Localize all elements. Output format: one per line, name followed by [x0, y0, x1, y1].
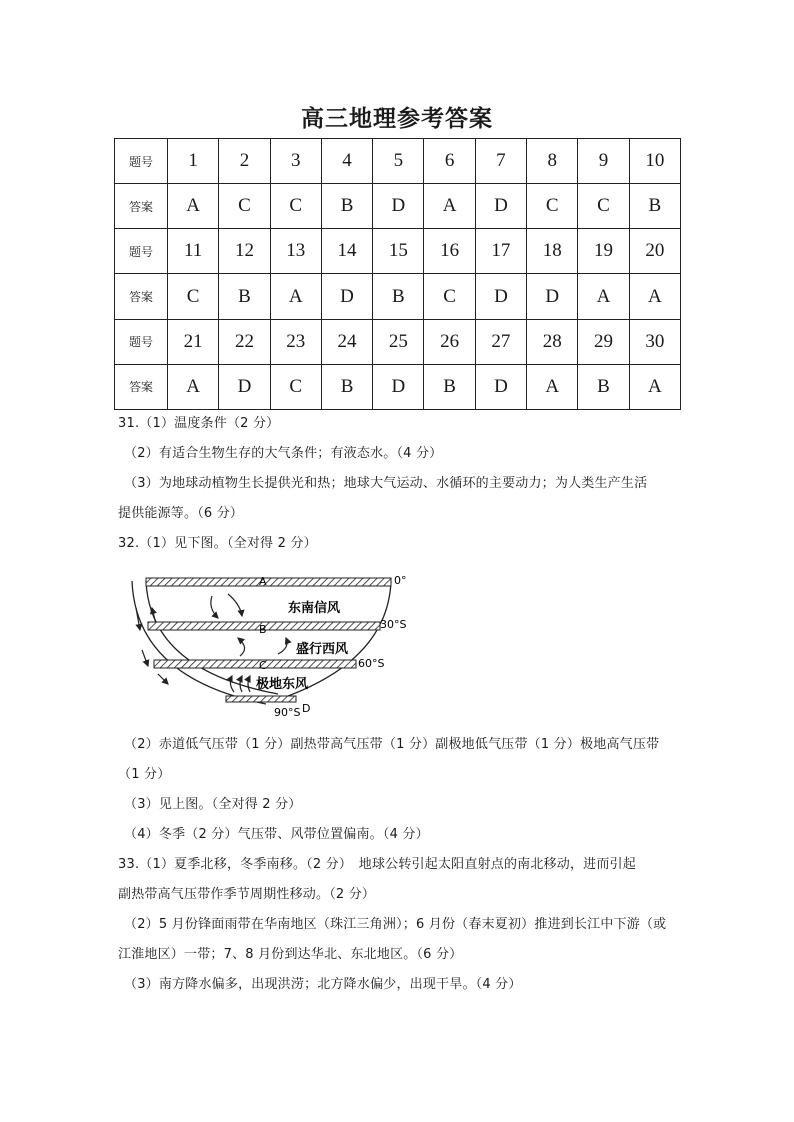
table-cell: D	[475, 274, 526, 319]
table-cell: 25	[373, 319, 424, 364]
table-cell: A	[629, 274, 680, 319]
table-cell: 13	[270, 229, 321, 274]
table-cell: D	[373, 364, 424, 409]
table-cell: D	[321, 274, 372, 319]
page-title: 高三地理参考答案	[301, 106, 493, 132]
table-cell: 12	[219, 229, 270, 274]
table-cell: 10	[629, 139, 680, 184]
table-cell: 4	[321, 139, 372, 184]
table-cell: 17	[475, 229, 526, 274]
table-cell: B	[629, 184, 680, 229]
question-31	[118, 409, 678, 559]
lat-label-30s: 30°S	[380, 618, 407, 631]
row-label: 答案	[115, 184, 168, 229]
table-cell: B	[321, 184, 372, 229]
pressure-belt-a	[146, 578, 391, 586]
q33-line-2: 副热带高气压带作季节周期性移动。（2 分）	[118, 887, 376, 902]
table-cell: A	[168, 364, 219, 409]
table-cell: 1	[168, 139, 219, 184]
q33-line-1: 33.（1）夏季北移，冬季南移。（2 分） 地球公转引起太阳直射点的南北移动，进而引起	[118, 857, 636, 872]
question-32	[118, 730, 678, 1000]
table-cell: 27	[475, 319, 526, 364]
pressure-belt-d	[226, 696, 296, 702]
table-cell: A	[424, 184, 475, 229]
q33-line-3: （2）5 月份锋面雨带在华南地区（珠江三角洲）；6 月份（春末夏初）推进到长江中下游（或	[124, 917, 667, 932]
q32-line-5: （4）冬季（2 分）气压带、风带位置偏南。（4 分）	[124, 827, 429, 842]
row-label: 题号	[115, 319, 168, 364]
wind-arrow	[278, 638, 287, 654]
wind-arrow	[240, 676, 242, 692]
q31-line-2: （2）有适合生物生存的大气条件；有液态水。（4 分）	[124, 446, 443, 461]
table-cell: A	[168, 184, 219, 229]
table-cell: C	[578, 184, 629, 229]
table-cell: 30	[629, 319, 680, 364]
q32-line-2: （2）赤道低气压带（1 分）副热带高气压带（1 分）副极地低气压带（1 分）极地高气压带	[124, 737, 660, 752]
q33-line-4: 江淮地区）一带；7、8 月份到达华北、东北地区。（6 分）	[118, 947, 463, 962]
q31-line-3: （3）为地球动植物生长提供光和热；地球大气运动、水循环的主要动力；为人类生产生活	[124, 476, 648, 491]
wind-arrow	[230, 676, 234, 692]
belt-label-d: D	[302, 702, 311, 715]
table-cell: B	[373, 274, 424, 319]
table-row	[115, 229, 681, 274]
belt-label-a: A	[259, 575, 267, 588]
table-cell: B	[321, 364, 372, 409]
pressure-belt-c	[154, 660, 356, 668]
table-cell: C	[527, 184, 578, 229]
table-cell: 8	[527, 139, 578, 184]
table-cell: A	[270, 274, 321, 319]
table-cell: 14	[321, 229, 372, 274]
table-cell: A	[578, 274, 629, 319]
table-cell: A	[527, 364, 578, 409]
table-cell: 28	[527, 319, 578, 364]
table-cell: D	[475, 184, 526, 229]
row-label: 答案	[115, 274, 168, 319]
table-cell: 15	[373, 229, 424, 274]
table-cell: 29	[578, 319, 629, 364]
table-cell: 2	[219, 139, 270, 184]
table-cell: 19	[578, 229, 629, 274]
table-cell: 24	[321, 319, 372, 364]
row-label: 题号	[115, 139, 168, 184]
table-cell: 16	[424, 229, 475, 274]
belt-label-c: C	[259, 659, 267, 672]
table-cell: 20	[629, 229, 680, 274]
wind-arrow	[238, 638, 245, 656]
table-row	[115, 139, 681, 184]
lat-label-0: 0°	[394, 574, 407, 587]
q31-line-4: 提供能源等。（6 分）	[118, 506, 244, 521]
table-cell: C	[219, 184, 270, 229]
table-cell: 7	[475, 139, 526, 184]
table-cell: D	[219, 364, 270, 409]
answer-table	[114, 138, 681, 410]
table-cell: 21	[168, 319, 219, 364]
table-cell: B	[424, 364, 475, 409]
row-label: 答案	[115, 364, 168, 409]
table-cell: D	[475, 364, 526, 409]
q32-line-1: 32.（1）见下图。（全对得 2 分）	[118, 536, 317, 551]
table-row	[115, 184, 681, 229]
table-cell: C	[424, 274, 475, 319]
table-cell: D	[373, 184, 424, 229]
table-cell: 5	[373, 139, 424, 184]
wind-arrow	[228, 594, 242, 616]
table-cell: 26	[424, 319, 475, 364]
q32-line-4: （3）见上图。（全对得 2 分）	[124, 797, 302, 812]
table-row	[115, 364, 681, 409]
table-cell: 3	[270, 139, 321, 184]
q33-line-5: （3）南方降水偏多，出现洪涝；北方降水偏少，出现干旱。（4 分）	[124, 977, 522, 992]
q31-line-1: 31.（1）温度条件（2 分）	[118, 416, 280, 431]
table-cell: A	[629, 364, 680, 409]
row-label: 题号	[115, 229, 168, 274]
table-cell: D	[527, 274, 578, 319]
q32-line-3: （1 分）	[118, 767, 171, 782]
pressure-wind-belt-diagram	[118, 568, 428, 726]
belt-label-b: B	[259, 623, 267, 636]
table-row	[115, 319, 681, 364]
wind-label-se-trades: 东南信风	[288, 601, 341, 616]
table-cell: C	[270, 364, 321, 409]
wind-arrow	[248, 676, 250, 692]
table-cell: 22	[219, 319, 270, 364]
table-cell: 6	[424, 139, 475, 184]
lat-label-90s: 90°S	[274, 706, 301, 719]
table-cell: C	[270, 184, 321, 229]
table-row	[115, 274, 681, 319]
earth-outline-outer	[132, 581, 266, 704]
table-cell: 18	[527, 229, 578, 274]
wind-arrow	[211, 596, 218, 618]
table-cell: C	[168, 274, 219, 319]
table-cell: 23	[270, 319, 321, 364]
table-cell: B	[219, 274, 270, 319]
wind-label-westerlies: 盛行西风	[296, 642, 349, 657]
table-cell: B	[578, 364, 629, 409]
lat-label-60s: 60°S	[358, 657, 385, 670]
wind-label-polar-easterlies: 极地东风	[256, 677, 309, 692]
table-cell: 9	[578, 139, 629, 184]
table-cell: 11	[168, 229, 219, 274]
